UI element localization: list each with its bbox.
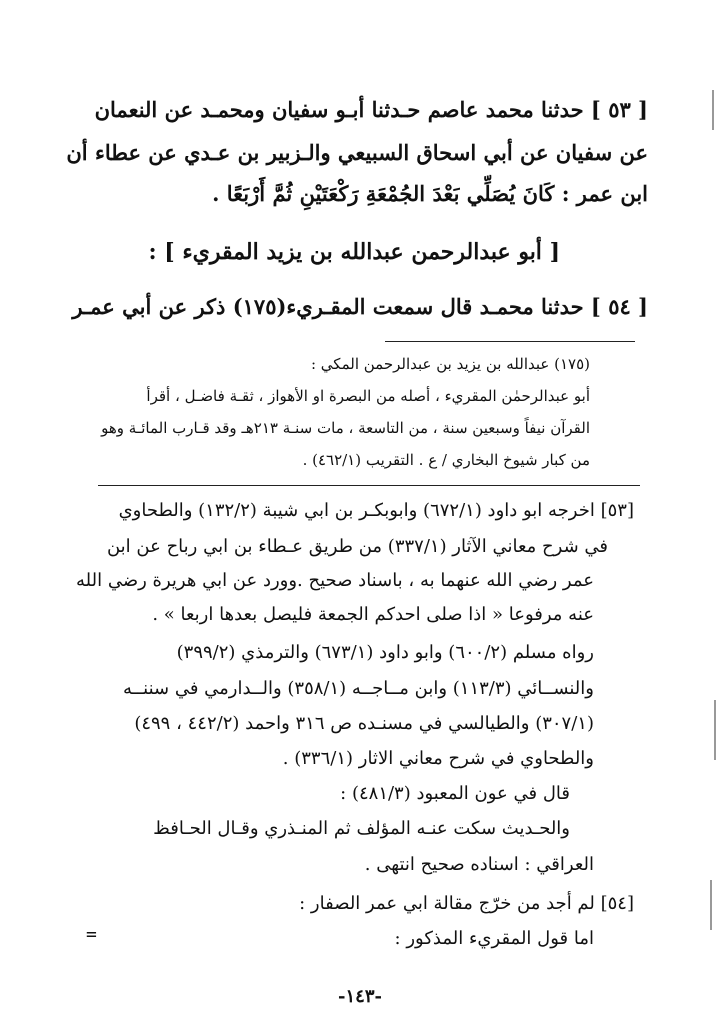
footnote-175-line-3: القرآن نيفاً وسبعين سنة ، من التاسعة ، مات سنـة ٢١٣هـ وقد قـارب المائـة وهو xyxy=(101,419,590,437)
hadith-53-line-1: [ ٥٣ ] حدثنا محمد عاصم حـدثنا أبـو سفيان ومحمـد عن النعمان xyxy=(94,97,648,122)
note-53-line-7: (٣٠٧/١) والطيالسي في مسنـده ص ٣١٦ واحمد (٤٤٢/٢ ، ٤٩٩) xyxy=(134,713,594,734)
scan-edge-mark xyxy=(714,700,716,760)
footnote-175-line-2: أبو عبدالرحمٰن المقريء ، أصله من البصرة او الأهواز ، ثقـة فاضـل ، أقرأ xyxy=(146,387,590,405)
note-53-line-8: والطحاوي في شرح معاني الاثار (٣٣٦/١) . xyxy=(282,748,594,769)
page-number: -١٤٣- xyxy=(338,986,382,1007)
section-heading: [ أبو عبدالرحمن عبدالله بن يزيد المقريء ] : xyxy=(148,239,560,265)
notes-separator xyxy=(98,485,640,486)
note-53-line-9: قال في عون المعبود (٤٨١/٣) : xyxy=(340,783,570,804)
margin-mark: = xyxy=(86,924,97,945)
hadith-53-line-2: عن سفيان عن أبي اسحاق السبيعي والـزبير بن عـدي عن عطاء أن xyxy=(66,140,648,165)
note-53-line-2: في شرح معاني الآثار (٣٣٧/١) من طريق عـطاء بن ابي رباح عن ابن xyxy=(106,536,608,557)
footnote-175-line-1: (١٧٥) عبدالله بن يزيد بن عبدالرحمن المكي : xyxy=(310,355,590,373)
note-53-line-3: عمر رضي الله عنهما به ، باسناد صحيح .وورد عن ابي هريرة رضي الله xyxy=(76,570,594,591)
note-54-line-2: اما قول المقريء المذكور : xyxy=(394,928,594,949)
scan-edge-mark xyxy=(710,880,712,930)
hadith-54-line: [ ٥٤ ] حدثنا محمـد قال سمعت المقـريء(١٧٥) ذكر عن أبي عمـر xyxy=(72,294,648,319)
note-53-line-10: والحـديث سكت عنـه المؤلف ثم المنـذري وقـال الحـافظ xyxy=(153,818,570,839)
note-53-line-6: والنســائي (١١٣/٣) وابن مــاجــه (٣٥٨/١) والــدارمي في سننــه xyxy=(122,678,594,699)
note-53-line-5: رواه مسلم (٦٠٠/٢) وابو داود (٦٧٣/١) والترمذي (٣٩٩/٢) xyxy=(176,642,594,663)
footnote-175-line-4: من كبار شيوخ البخاري / ع . التقريب (٤٦٢/١) . xyxy=(302,451,590,469)
footnote-separator xyxy=(385,341,635,342)
note-53-line-1: [٥٣] اخرجه ابو داود (٦٧٢/١) وابوبكـر بن ابي شيبة (١٣٢/٢) والطحاوي xyxy=(118,500,634,521)
scan-edge-mark xyxy=(712,90,714,130)
hadith-53-line-3: ابن عمر : كَانَ يُصَلِّي بَعْدَ الجُمْعَةِ رَكْعَتَيْنِ ثُمَّ أَرْبَعًا . xyxy=(212,181,648,206)
note-53-line-11: العراقي : اسناده صحيح انتهى . xyxy=(364,854,594,875)
note-54-line-1: [٥٤] لم أجد من خرّج مقالة ابي عمر الصفار : xyxy=(299,893,634,914)
note-53-line-4: عنه مرفوعا « اذا صلى احدكم الجمعة فليصل بعدها اربعا » . xyxy=(152,604,594,625)
